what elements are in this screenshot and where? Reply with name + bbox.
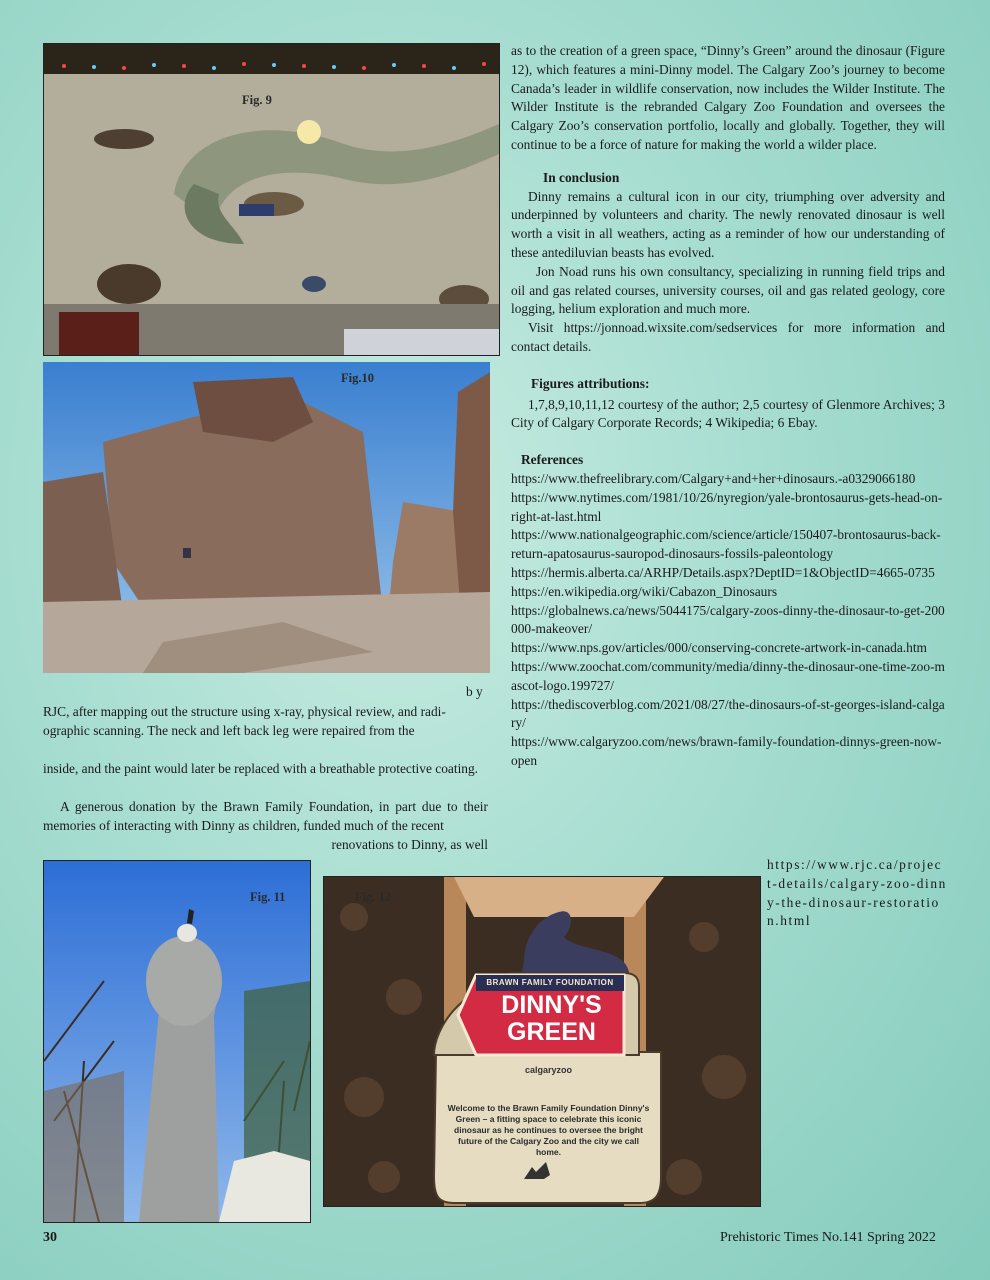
conclusion-heading: In conclusion xyxy=(543,169,620,185)
references-list xyxy=(511,470,945,771)
figure-9-photo xyxy=(43,43,500,356)
reference-link[interactable]: https://www.zoochat.com/community/media/dinny-the-dinosaur-one-time-zoo-mascot-logo.199727/ xyxy=(511,658,945,693)
figure-9-caption: Fig. 9 xyxy=(242,93,272,107)
reference-link[interactable]: https://www.nps.gov/articles/000/conserving-concrete-artwork-in-canada.htm xyxy=(511,640,927,656)
publication-footer: Prehistoric Times No.141 Spring 2022 xyxy=(720,1230,936,1245)
reference-link[interactable]: https://hermis.alberta.ca/ARHP/Details.aspx?DeptID=1&ObjectID=4665-0735 xyxy=(511,564,935,580)
left-column-paragraph-3-end: renovations to Dinny, as well xyxy=(331,837,488,852)
reference-link[interactable]: https://thediscoverblog.com/2021/08/27/the-dinosaurs-of-st-georges-island-calgary/ xyxy=(511,696,945,731)
sign-banner: BRAWN FAMILY FOUNDATION xyxy=(486,978,614,987)
left-column-line2: ographic scanning. The neck and left back leg were repaired from the xyxy=(43,723,415,738)
sign-title-line1: DINNY'S xyxy=(501,991,602,1019)
attributions-text: 1,7,8,9,10,11,12 courtesy of the author; 2,5 courtesy of Glenmore Archives; 3 City of Calgary Corporate Records; 4 Wikipedia; 6 Ebay. xyxy=(511,396,945,431)
reference-link[interactable]: https://en.wikipedia.org/wiki/Cabazon_Dinosaurs xyxy=(511,583,778,599)
reference-link[interactable]: https://www.nationalgeographic.com/science/article/150407-brontosaurus-back-return-apatosaurus-sauropod-dinosaurs-fossils-paleontology xyxy=(511,527,941,562)
conclusion-paragraph-1: Dinny remains a cultural icon in our city, triumphing over adversity and underpinned by volunteers and charity. The newly renovated dinosaur is well worth a visit in all weathers, acting as a reminder of how our understanding of these antediluvian beasts has evolved. xyxy=(511,188,945,260)
figure-11-caption: Fig. 11 xyxy=(250,890,286,904)
figure-11-photo xyxy=(43,860,311,1223)
figure-10-photo xyxy=(43,362,490,673)
sign-message: Welcome to the Brawn Family Foundation Dinny's Green – a fitting space to celebrate this iconic dinosaur as he continues to oversee the bright future of the Calgary Zoo and the city we call home. xyxy=(447,1103,650,1157)
figure-10-caption: Fig.10 xyxy=(341,371,374,385)
calgary-zoo-logo: calgaryzoo xyxy=(524,1065,573,1075)
reference-link[interactable]: https://www.thefreelibrary.com/Calgary+and+her+dinosaurs.-a0329066180 xyxy=(511,470,916,486)
reference-link[interactable]: https://www.nytimes.com/1981/10/26/nyregion/yale-brontosaurus-gets-head-on-right-at-last.html xyxy=(511,489,943,524)
left-column-by: b y xyxy=(466,684,483,699)
conclusion-paragraph-3: Visit https://jonnoad.wixsite.com/sedservices for more information and contact details. xyxy=(511,320,945,354)
reference-link[interactable]: https://globalnews.ca/news/5044175/calgary-zoos-dinny-the-dinosaur-to-get-200000-makeover/ xyxy=(511,602,945,637)
last-reference[interactable]: https://www.rjc.ca/project-details/calgary-zoo-dinny-the-dinosaur-restoration.html xyxy=(767,857,947,929)
intro-paragraph: as to the creation of a green space, “Dinny’s Green” around the dinosaur (Figure 12), which features a mini-Dinny model. The Calgary Zoo’s journey to become Canada’s leader in wildlife conservation, now includes the Wilder Institute. The Wilder Institute is the rebranded Calgary Zoo Foundation and oversees the Calgary Zoo’s conservation portfolio, locally and globally. Together, they will continue to be a force of nature for making the world a wilder place. xyxy=(511,43,945,152)
sign-title-line2: GREEN xyxy=(507,1018,596,1046)
left-column-line1: RJC, after mapping out the structure using x-ray, physical review, and radi- xyxy=(43,704,446,719)
figure-12-caption: Fig. 12 xyxy=(355,890,392,904)
conclusion-paragraph-2: Jon Noad runs his own consultancy, specializing in running field trips and oil and gas related courses, university courses, oil and gas related geology, core logging, helium exploration and much more. xyxy=(511,263,945,317)
left-column-paragraph-3: A generous donation by the Brawn Family Foundation, in part due to their memories of interacting with Dinny as children, funded much of the recent xyxy=(43,799,488,833)
references-heading: References xyxy=(521,452,584,468)
left-column-paragraph-2: inside, and the paint would later be replaced with a breathable protective coating. xyxy=(43,761,479,776)
attributions-heading: Figures attributions: xyxy=(531,375,650,391)
reference-link[interactable]: https://www.calgaryzoo.com/news/brawn-family-foundation-dinnys-green-now-open xyxy=(511,734,942,768)
right-column-text xyxy=(511,42,945,771)
page-number: 30 xyxy=(43,1230,57,1245)
figure-12-photo xyxy=(323,876,761,1207)
